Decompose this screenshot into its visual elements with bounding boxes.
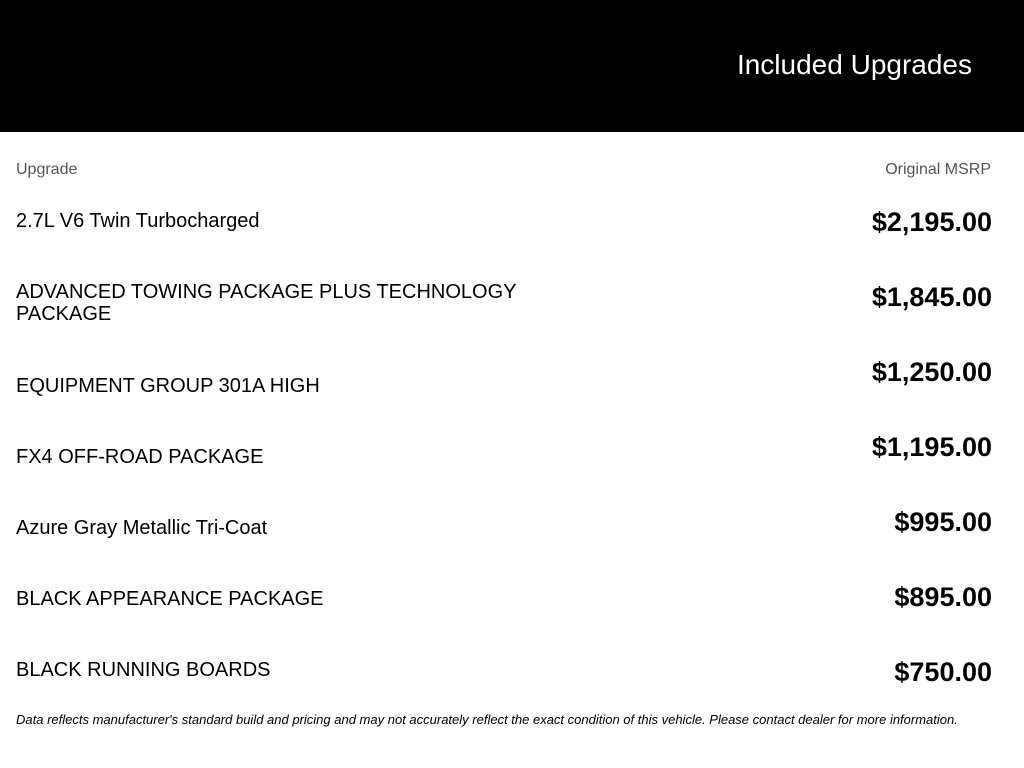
upgrade-price: $995.00 bbox=[894, 507, 992, 537]
upgrade-name: Azure Gray Metallic Tri-Coat bbox=[16, 517, 268, 539]
upgrade-price: $895.00 bbox=[894, 582, 992, 612]
upgrade-name: FX4 OFF-ROAD PACKAGE bbox=[16, 446, 264, 468]
upgrade-row bbox=[0, 431, 1024, 491]
upgrade-price: $1,845.00 bbox=[871, 282, 992, 312]
upgrade-row bbox=[0, 506, 1024, 566]
page-title: Included Upgrades bbox=[736, 49, 972, 80]
upgrade-row bbox=[0, 656, 1024, 716]
upgrade-row bbox=[0, 356, 1024, 416]
page-header bbox=[0, 0, 1024, 132]
upgrade-name: ADVANCED TOWING PACKAGE PLUS TECHNOLOGY PACKAGE bbox=[16, 281, 517, 325]
upgrade-name: EQUIPMENT GROUP 301A HIGH bbox=[16, 375, 320, 397]
upgrade-price: $2,195.00 bbox=[871, 207, 992, 237]
upgrade-row bbox=[0, 581, 1024, 641]
upgrade-price: $1,250.00 bbox=[871, 357, 992, 387]
upgrade-price: $750.00 bbox=[894, 657, 992, 687]
upgrade-name: 2.7L V6 Twin Turbocharged bbox=[16, 210, 260, 232]
upgrade-row bbox=[0, 281, 1024, 341]
upgrade-row bbox=[0, 206, 1024, 266]
column-header-upgrade: Upgrade bbox=[16, 161, 78, 178]
upgrade-name: BLACK RUNNING BOARDS bbox=[16, 659, 271, 681]
upgrade-name: BLACK APPEARANCE PACKAGE bbox=[16, 588, 324, 610]
disclaimer-text: Data reflects manufacturer's standard build and pricing and may not accurately reflect the exact condition of this vehicle. Please contact dealer for more information. bbox=[16, 712, 958, 727]
upgrade-price: $1,195.00 bbox=[871, 432, 992, 462]
column-header-msrp: Original MSRP bbox=[885, 161, 991, 178]
